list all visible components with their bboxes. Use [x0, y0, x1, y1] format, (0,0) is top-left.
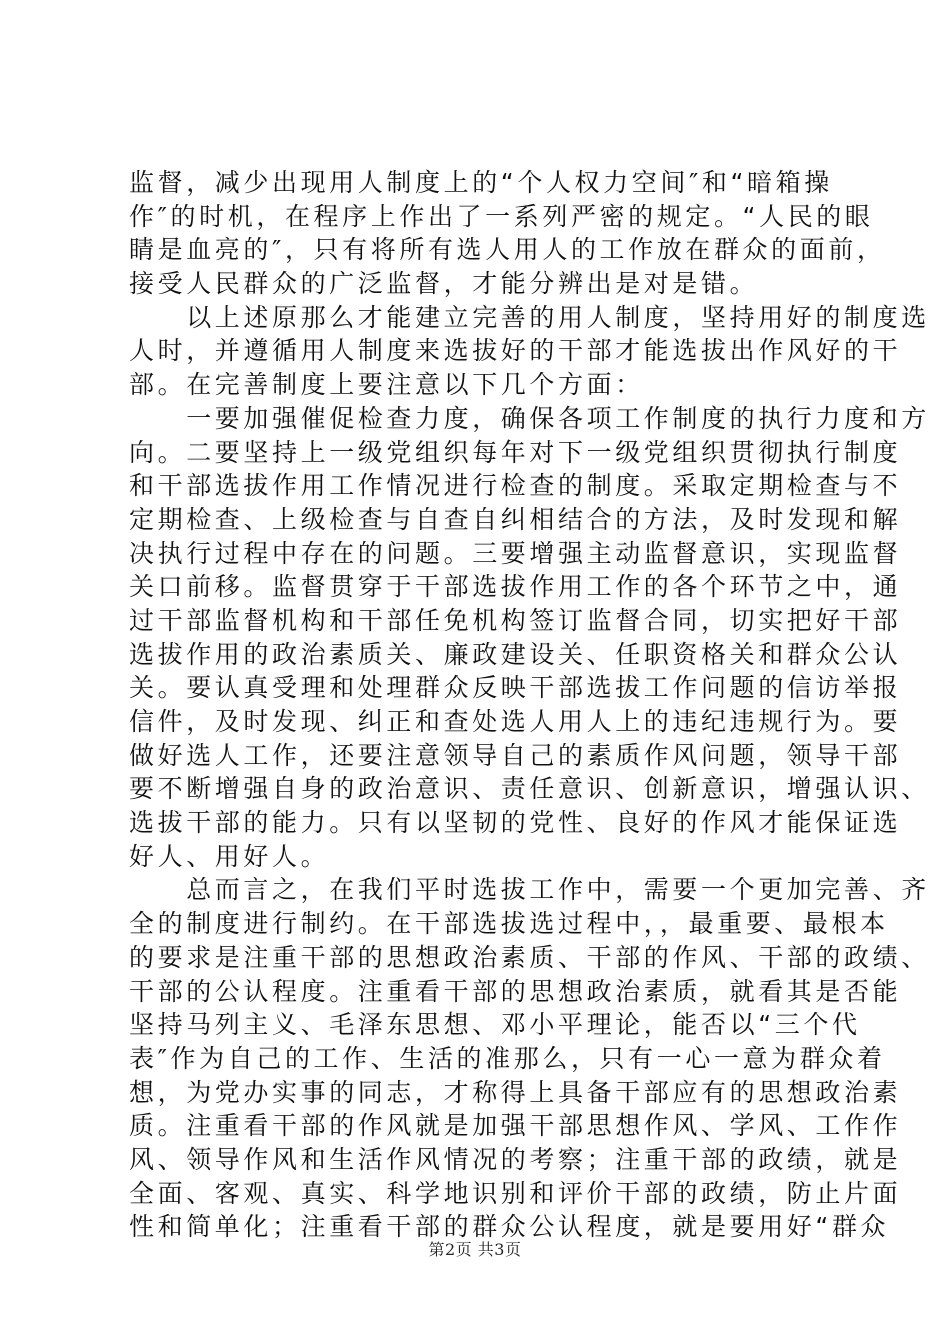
- text-line: 好人、用好人。: [129, 841, 330, 871]
- text-line: 定期检查、上级检查与自查自纠相结合的方法，及时发现和解: [129, 504, 902, 534]
- text-line: 全的制度进行制约。在干部选拔选过程中，，最重要、最根本: [129, 909, 889, 939]
- text-line: 表″作为自己的工作、生活的准那么，只有一心一意为群众着: [129, 1043, 886, 1073]
- text-line: 睛是血亮的″，只有将所有选人用人的工作放在群众的面前，: [129, 235, 886, 265]
- text-line: 监督，减少出现用人制度上的“个人权力空间″和“暗箱操: [129, 168, 833, 197]
- text-line: 坚持马列主义、毛泽东思想、邓小平理论，能否以“三个代: [129, 1010, 861, 1040]
- text-line: 向。二要坚持上一级党组织每年对下一级党组织贯彻执行制度: [129, 437, 902, 467]
- text-line: 作″的时机，在程序上作出了一系列严密的规定。“人民的眼: [129, 201, 874, 231]
- text-line: 一要加强催促检查力度，确保各项工作制度的执行力度和方: [129, 403, 930, 433]
- text-line: 接受人民群众的广泛监督，才能分辨出是对是错。: [129, 269, 759, 299]
- text-line: 选拔作用的政治素质关、廉政建设关、任职资格关和群众公认: [129, 639, 902, 669]
- text-line: 想，为党办实事的同志，才称得上具备干部应有的思想政治素: [129, 1077, 902, 1107]
- text-line: 选拔干部的能力。只有以坚韧的党性、良好的作风才能保证选: [129, 808, 902, 838]
- text-line: 全面、客观、真实、科学地识别和评价干部的政绩，防止片面: [129, 1178, 902, 1208]
- text-line: 总而言之，在我们平时选拔工作中，需要一个更加完善、齐: [129, 875, 930, 905]
- text-line: 过干部监督机构和干部任免机构签订监督合同，切实把好干部: [129, 605, 902, 635]
- text-line: 以上述原那么才能建立完善的用人制度，坚持用好的制度选: [129, 302, 930, 332]
- page-footer: [0, 1237, 950, 1260]
- text-line: 关。要认真受理和处理群众反映干部选拔工作问题的信访举报: [129, 673, 902, 703]
- document-body: [129, 166, 930, 1244]
- text-line: 决执行过程中存在的问题。三要增强主动监督意识，实现监督: [129, 538, 902, 568]
- text-line: 关口前移。监督贯穿于干部选拔作用工作的各个环节之中，通: [129, 572, 902, 602]
- text-line: 和干部选拔作用工作情况进行检查的制度。采取定期检查与不: [129, 471, 902, 501]
- text-line: 部。在完善制度上要注意以下几个方面：: [129, 370, 644, 400]
- text-line: 做好选人工作，还要注意领导自己的素质作风问题，领导干部: [129, 740, 902, 770]
- text-line: 性和简单化；注重看干部的群众公认程度，就是要用好“群众: [129, 1212, 890, 1242]
- text-line: 风、领导作风和生活作风情况的考察；注重干部的政绩，就是: [129, 1144, 902, 1174]
- text-line: 要不断增强自身的政治意识、责任意识、创新意识，增强认识、: [129, 774, 930, 804]
- text-line: 质。注重看干部的作风就是加强干部思想作风、学风、工作作: [129, 1111, 902, 1141]
- text-line: 干部的公认程度。注重看干部的思想政治素质，就看其是否能: [129, 976, 902, 1006]
- text-line: 信件，及时发现、纠正和查处选人用人上的违纪违规行为。要: [129, 707, 902, 736]
- page-indicator: 第2页 共3页: [428, 1240, 522, 1259]
- text-line: 人时，并遵循用人制度来选拔好的干部才能选拔出作风好的干: [129, 336, 902, 366]
- text-line: 的要求是注重干部的思想政治素质、干部的作风、干部的政绩、: [129, 942, 930, 972]
